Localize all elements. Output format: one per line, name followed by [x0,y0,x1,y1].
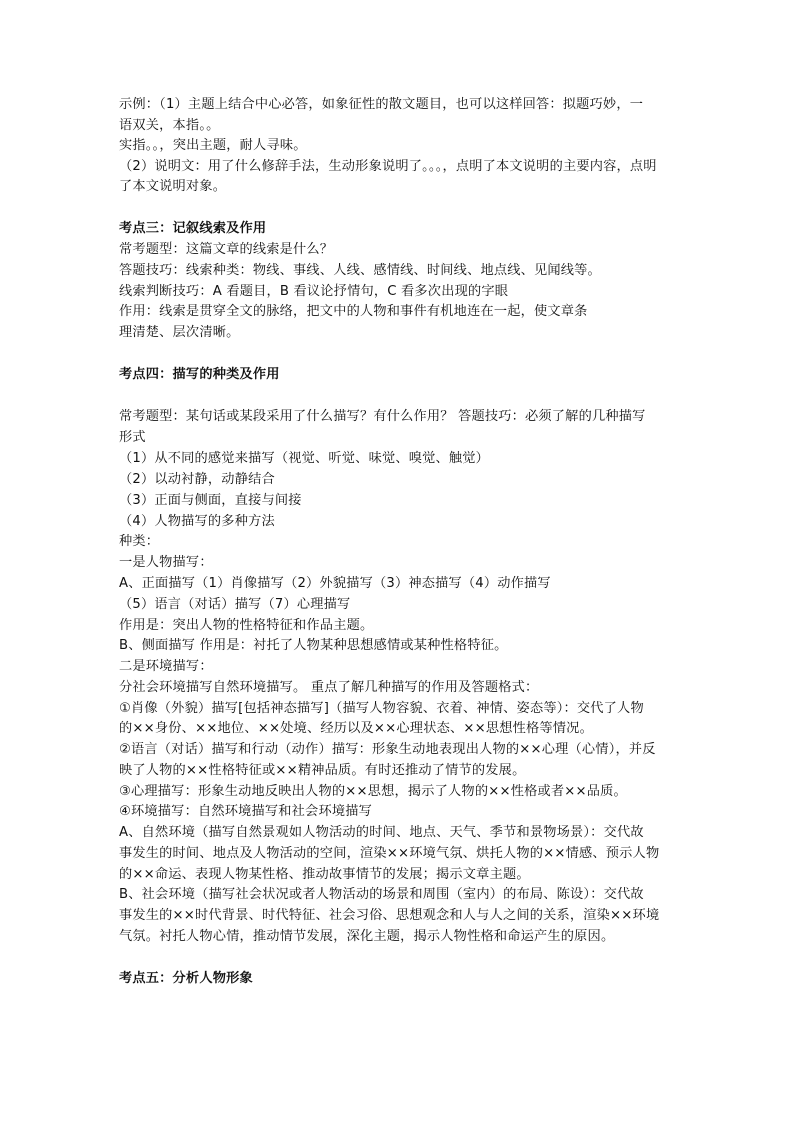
heading-point-five: 考点五：分析人物形象 [119,971,253,986]
point-four-line-3: （1）从不同的感觉来描写（视觉、听觉、味觉、嗅觉、触觉） [119,451,490,466]
point-four-line-18: 映了人物的××性格特征或××精神品质。有时还推动了情节的发展。 [119,763,526,778]
point-three-line-5: 理清楚、层次清晰。 [119,325,240,340]
point-three-line-4: 作用：线索是贯穿全文的脉络，把文中的人物和事件有机地连在一起，使文章条 [119,304,588,319]
point-four-line-2: 形式 [119,430,146,445]
point-four-line-14: 分社会环境描写自然环境描写。 重点了解几种描写的作用及答题格式： [119,680,539,695]
point-four-line-13: 二是环境描写： [119,659,213,674]
example-line-3: 实指。。，突出主题，耐人寻味。 [119,138,307,153]
point-four-line-20: ④环境描写：自然环境描写和社会环境描写 [119,804,372,819]
point-three-line-1: 常考题型：这篇文章的线索是什么？ [119,242,334,257]
point-four-line-26: 气氛。衬托人物心情，推动情节发展，深化主题，揭示人物性格和命运产生的原因。 [119,929,615,944]
point-four-line-5: （3）正面与侧面，直接与间接 [119,493,302,508]
point-four-line-6: （4）人物描写的多种方法 [119,514,275,529]
point-four-line-21: A、自然环境（描写自然景观如人物活动的时间、地点、天气、季节和景物场景）：交代故 [119,825,644,840]
point-four-line-16: 的××身份、××地位、××处境、经历以及××心理状态、××思想性格等情况。 [119,721,593,736]
point-four-line-4: （2）以动衬静，动静结合 [119,472,275,487]
point-four-line-15: ①肖像（外貌）描写[包括神态描写]（描写人物容貌、衣着、神情、姿态等）：交代了人物 [119,701,644,716]
example-line-4: （2）说明文：用了什么修辞手法，生动形象说明了。。。，点明了本文说明的主要内容，点明 [119,159,657,174]
point-three-line-3: 线索判断技巧：A 看题目，B 看议论抒情句，C 看多次出现的字眼 [119,284,509,299]
point-four-line-19: ③心理描写：形象生动地反映出人物的××思想，揭示了人物的××性格或者××品质。 [119,784,627,799]
heading-point-three: 考点三：记叙线索及作用 [119,221,267,236]
point-four-line-10: （5）语言（对话）描写（7）心理描写 [119,597,351,612]
point-four-line-23: 的××命运、表现人物某性格、推动故事情节的发展；揭示文章主题。 [119,867,530,882]
point-four-line-22: 事发生的时间、地点及人物活动的空间，渲染××环境气氛、烘托人物的××情感、预示人物 [119,846,660,861]
point-four-line-7: 种类： [119,534,160,549]
heading-point-four: 考点四：描写的种类及作用 [119,367,280,382]
point-four-line-12: B、侧面描写 作用是：衬托了人物某种思想感情或某种性格特征。 [119,638,508,653]
point-four-line-8: 一是人物描写： [119,555,213,570]
point-four-line-25: 事发生的××时代背景、时代特征、社会习俗、思想观念和人与人之间的关系，渲染××环境 [119,908,660,923]
point-four-line-1: 常考题型：某句话或某段采用了什么描写？有什么作用？ 答题技巧：必须了解的几种描写 [119,409,646,424]
point-four-line-17: ②语言（对话）描写和行动（动作）描写：形象生动地表现出人物的××心理（心情），并反 [119,742,656,757]
example-line-2: 语双关，本指。。 [119,118,220,133]
point-four-line-11: 作用是：突出人物的性格特征和作品主题。 [119,618,374,633]
point-four-line-24: B、社会环境（描写社会状况或者人物活动的场景和周围（室内）的布局、陈设）：交代故 [119,887,644,902]
point-four-line-9: A、正面描写（1）肖像描写（2）外貌描写（3）神态描写（4）动作描写 [119,576,551,591]
example-line-5: 了本文说明对象。 [119,179,227,194]
example-line-1: 示例：（1）主题上结合中心必答，如象征性的散文题目，也可以这样回答：拟题巧妙，一 [119,97,644,112]
point-three-line-2: 答题技巧：线索种类：物线、事线、人线、感情线、时间线、地点线、见闻线等。 [119,263,601,278]
